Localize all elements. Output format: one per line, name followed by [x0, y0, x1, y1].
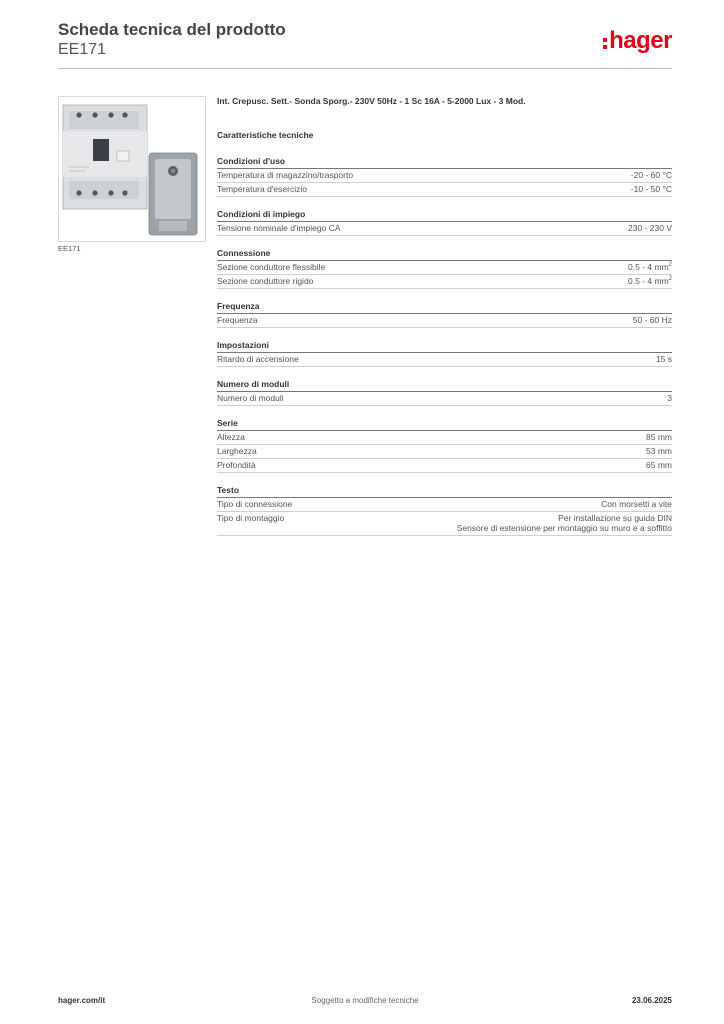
spec-value-text: 3 [667, 393, 672, 403]
spec-row [217, 353, 672, 367]
spec-value-text: 0.5 - 4 mm [628, 276, 669, 286]
footer-website: hager.com/it [58, 996, 106, 1005]
spec-group-title: Impostazioni [217, 340, 672, 353]
spec-group-title: Condizioni di impiego [217, 209, 672, 222]
spec-value [601, 499, 672, 509]
spec-row [217, 261, 672, 275]
spec-row [217, 431, 672, 445]
spec-heading: Caratteristiche tecniche [217, 130, 314, 140]
spec-label: Numero di moduli [217, 393, 284, 403]
unit-exponent: 2 [668, 262, 672, 269]
spec-group [217, 301, 672, 328]
spec-value [628, 276, 672, 286]
image-caption: EE171 [58, 244, 81, 253]
spec-row [217, 498, 672, 512]
spec-group-title: Numero di moduli [217, 379, 672, 392]
spec-group [217, 485, 672, 536]
spec-row [217, 222, 672, 236]
spec-row [217, 459, 672, 473]
spec-row [217, 392, 672, 406]
spec-group-title: Condizioni d'uso [217, 156, 672, 169]
spec-groups [217, 156, 672, 536]
spec-value [628, 223, 672, 233]
specifications [217, 96, 672, 536]
spec-group-title: Connessione [217, 248, 672, 261]
spec-group [217, 248, 672, 289]
spec-value [457, 513, 672, 533]
spec-group [217, 418, 672, 473]
spec-row [217, 512, 672, 536]
page-header [58, 20, 672, 70]
spec-value-text: -20 - 60 °C [630, 170, 672, 180]
spec-value [646, 460, 672, 470]
spec-group [217, 156, 672, 197]
spec-value-text: Per installazione su guida DIN [558, 513, 672, 523]
spec-value [631, 184, 672, 194]
spec-value-text: 0.5 - 4 mm [628, 262, 669, 272]
spec-label: Sezione conduttore flessibile [217, 262, 326, 272]
spec-label: Profondità [217, 460, 256, 470]
page-footer [58, 996, 672, 1010]
spec-value [628, 262, 672, 272]
product-image [58, 96, 206, 242]
spec-label: Tipo di montaggio [217, 513, 285, 523]
spec-value-text: 230 - 230 V [628, 223, 672, 233]
spec-value [646, 432, 672, 442]
spec-value [667, 393, 672, 403]
spec-value [633, 315, 672, 325]
footer-disclaimer: Soggetto a modifiche tecniche [311, 996, 419, 1005]
product-code: EE171 [58, 41, 107, 58]
spec-label: Larghezza [217, 446, 257, 456]
spec-label: Tensione nominale d'impiego CA [217, 223, 341, 233]
spec-value [656, 354, 672, 364]
footer-date: 23.06.2025 [631, 996, 672, 1005]
spec-label: Altezza [217, 432, 245, 442]
spec-group-title: Serie [217, 418, 672, 431]
spec-row [217, 445, 672, 459]
spec-row [217, 183, 672, 197]
spec-value-text: Con morsetti a vite [601, 499, 672, 509]
spec-label: Frequenza [217, 315, 258, 325]
spec-row [217, 169, 672, 183]
spec-value-text: 85 mm [646, 432, 672, 442]
product-description: Int. Crepusc. Sett.- Sonda Sporg.- 230V 50Hz - 1 Sc 16A - 5-2000 Lux - 3 Mod. [217, 96, 526, 106]
spec-row [217, 314, 672, 328]
logo-dots-icon [603, 38, 607, 49]
header-divider [58, 68, 672, 69]
spec-label: Ritardo di accensione [217, 354, 299, 364]
spec-value-text: 65 mm [646, 460, 672, 470]
hager-logo [603, 26, 672, 56]
document-title: Scheda tecnica del prodotto [58, 20, 286, 39]
spec-group [217, 340, 672, 367]
spec-value [631, 170, 672, 180]
spec-label: Temperatura di magazzino/trasporto [217, 170, 354, 180]
spec-value-text: 15 s [655, 354, 672, 364]
spec-group [217, 379, 672, 406]
spec-value-text: -10 - 50 °C [630, 184, 672, 194]
spec-row [217, 275, 672, 289]
spec-group-title: Testo [217, 485, 672, 498]
spec-value-text: 50 - 60 Hz [632, 315, 672, 325]
twilight-switch-illustration [59, 97, 205, 241]
unit-exponent: 2 [668, 276, 672, 283]
spec-value [646, 446, 672, 456]
spec-label: Sezione conduttore rigido [217, 276, 314, 286]
spec-group-title: Frequenza [217, 301, 672, 314]
spec-group [217, 209, 672, 236]
spec-label: Tipo di connessione [217, 499, 293, 509]
spec-value-line2: Sensore di estensione per montaggio su muro e a soffitto [456, 523, 672, 533]
spec-value-text: 53 mm [646, 446, 672, 456]
spec-label: Temperatura d'esercizio [217, 184, 307, 194]
logo-wordmark: hager [609, 27, 672, 54]
